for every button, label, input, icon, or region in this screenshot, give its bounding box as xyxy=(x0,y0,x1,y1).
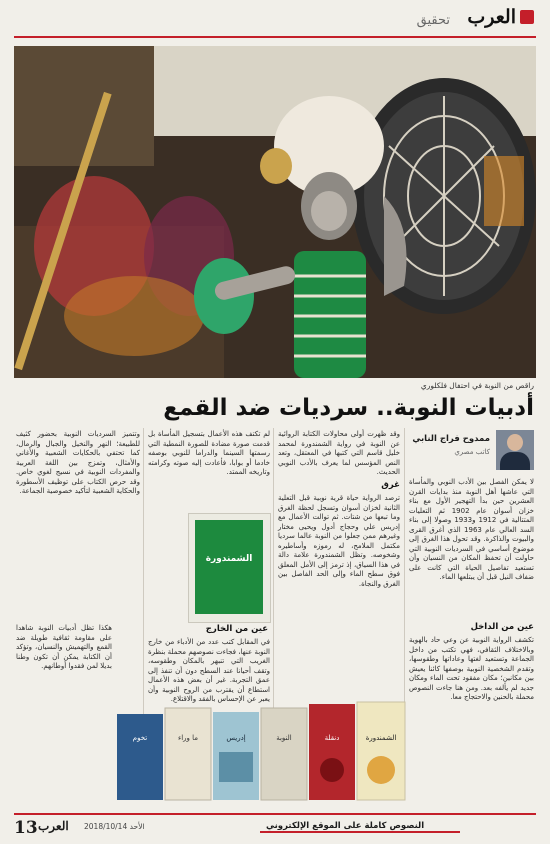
author-avatar xyxy=(496,430,534,470)
lead-photo xyxy=(14,46,536,378)
body-column-3: وقد ظهرت أولى محاولات الكتابة الروائية عن النوبة في رواية الشمندورة لمحمد خليل قاسم التي كتبها في المعتقل، وتعد النص المؤسس لما يعرف بالأدب النوبي الحديث. xyxy=(278,430,400,476)
masthead xyxy=(0,0,550,40)
promo-underline xyxy=(260,831,460,833)
body-column-1-b: هكذا تظل أدبيات النوبة شاهدا على مقاومة ثقافية طويلة ضد القمع والتهميش والنسيان، وتؤكد أن الكتابة يمكن أن تكون وطنا بديلا لمن فقدوا أوطانهم. xyxy=(16,624,112,670)
page-number: 13 xyxy=(14,818,38,838)
body-column-4: لا يمكن الفصل بين الأدب النوبي والمأساة التي عاشها أهل النوبة منذ بدايات القرن العشرين حين بدأ التهجير الأول مع بناء خزان أسوان عام 1902 ثم التعليات المتتالية في 1912 و1933 وصولا إلى بناء السد العالي عام 1963 الذي أغرق القرى والبيوت والذاكرة. وقد تحول هذا الغرق إلى موضوع أساسي في السرديات النوبية التي حاولت أن تحفظ المكان من النسيان وأن تستعيد تفاصيل الحياة التي كانت على ضفاف النيل قبل أن يبتلعها الماء. xyxy=(409,478,535,581)
section-label: تحقيق xyxy=(416,13,450,28)
nubian-dancer-photo xyxy=(14,46,536,378)
author-location: كاتب مصري xyxy=(454,448,490,456)
book-cover-art xyxy=(195,520,263,614)
body-column-1: وتتميز السرديات النوبية بحضور كثيف للطبيعة؛ النهر والنخيل والجبال والرمال، كما تحتفي بالحكايات الشعبية والأغاني والأمثال، وتمزج بين اللغة العربية والمفردات النوبية في نسيج لغوي خاص. وقد حرص الكتاب على توظيف الأسطورة والحكاية الشعبية لتأكيد خصوصية الجماعة. xyxy=(16,430,140,495)
body-column-3-b: ترصد الرواية حياة قرية نوبية قبل التعلية الثانية لخزان أسوان وتسجل لحظة الغرق وما تبعها من شتات. ثم توالت الأعمال مع إدريس علي وحجاج أدول ويحيى مختار وغيرهم ممن جعلوا من النوبة عالما سرديا مكتمل الملامح، له رموزه وأساطيره وشخوصه. وتظل الشمندورة علامة دالة في هذا السياق، إذ ترمز إلى الأمل المعلق فوق سطح الماء وإلى الحد الفاصل بين الغرق والنجاة. xyxy=(278,494,400,588)
issue-date: الأحد 2018/10/14 xyxy=(84,822,145,831)
body-column-4-b: تكشف الرواية النوبية عن وعي حاد بالهوية وبالاختلاف الثقافي، فهي تكتب من داخل الجماعة وتستعيد لغتها وعاداتها وطقوسها، وتقدم الشخصية النوبية بوصفها كائنا يعيش بين مكانين؛ مكان مفقود تحت الماء ومكان جديد لم يألفه بعد. ومن هنا جاءت النصوص محملة بالحنين والاحتجاج معا. xyxy=(409,636,534,701)
logo-text: العرب xyxy=(467,6,516,28)
author-name: ممدوح فراج النابي xyxy=(412,434,490,444)
book-title: النوبة xyxy=(276,734,292,742)
brand-logo[interactable] xyxy=(467,6,534,28)
book-title: دنقلة xyxy=(324,734,340,742)
logo-mark-icon xyxy=(520,10,534,24)
book-cover-title: الشمندورة xyxy=(205,554,253,564)
book-title: تخوم xyxy=(132,734,148,742)
book-cover xyxy=(188,513,271,623)
headline: أدبيات النوبة.. سرديات ضد القمع xyxy=(163,395,534,421)
subhead-gharq: غرق xyxy=(381,480,400,490)
book-title: إدريس xyxy=(226,734,246,742)
website-link[interactable]: النصوص كاملة على الموقع الإلكتروني xyxy=(266,821,425,831)
book-covers-strip xyxy=(117,700,407,806)
book-title: الشمندورة xyxy=(365,734,397,742)
book-title: ما وراء xyxy=(177,734,199,742)
page-footer xyxy=(14,813,536,839)
subhead-kharij: عين من الخارج xyxy=(205,624,268,634)
body-column-2: لم تكتف هذه الأعمال بتسجيل المأساة بل قدمت صورة مضادة للصورة النمطية التي رسمتها السينما والدراما للنوبي بوصفه خادما أو بوابا، فأعادت إليه صوته وكرامته وتاريخه الممتد. xyxy=(148,430,270,476)
subhead-dakhil: عين من الداخل xyxy=(470,622,534,632)
body-column-2-b: في المقابل كتب عدد من الأدباء من خارج النوبة عنها، فجاءت نصوصهم محملة بنظرة الغريب التي تنبهر بالمكان وطقوسه، وتقف أحيانا عند السطح دون أن تنفذ إلى عمق التجربة. غير أن بعض هذه الأعمال استطاع أن يقترب من الروح النوبية وأن يعبر عن الإحساس بالفقد والاقتلاع. xyxy=(148,638,270,703)
footer-logo[interactable]: العرب xyxy=(38,819,69,833)
photo-caption: راقص من النوبة في احتفال فلكلوري xyxy=(420,381,534,390)
masthead-rule xyxy=(14,36,536,38)
